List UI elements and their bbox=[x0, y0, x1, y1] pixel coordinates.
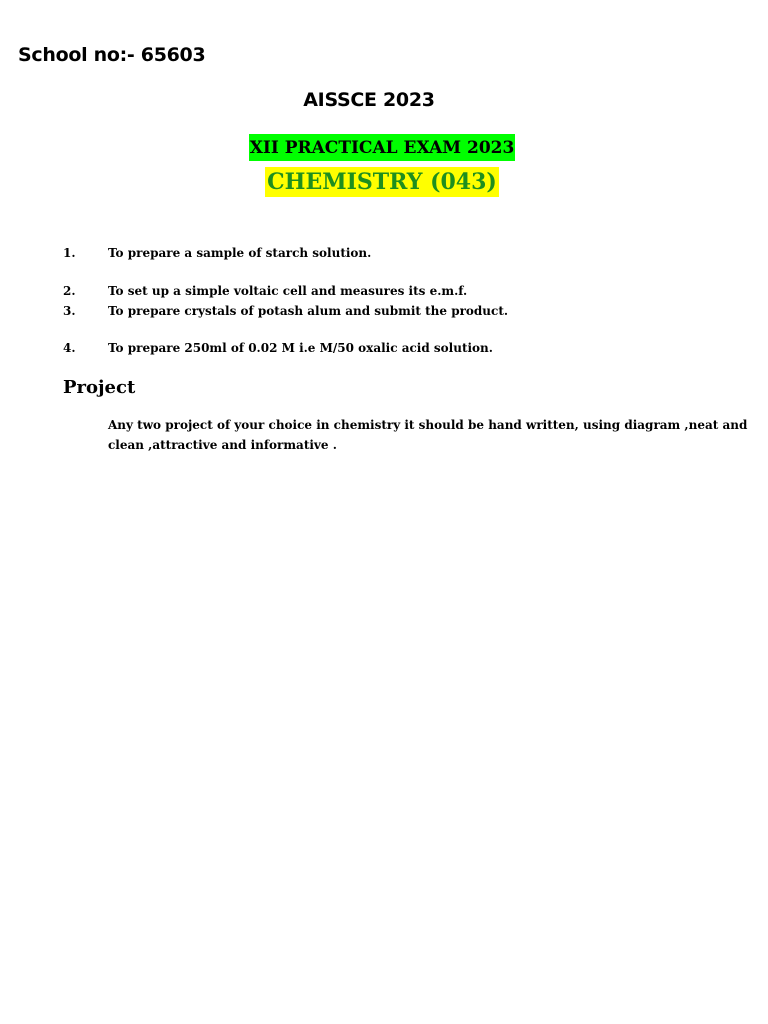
list-item-number: 2. bbox=[63, 284, 76, 298]
practical-title: XII PRACTICAL EXAM 2023 bbox=[249, 134, 516, 161]
list-item-text: To prepare a sample of starch solution. bbox=[108, 246, 372, 260]
list-item-number: 4. bbox=[63, 341, 76, 355]
practical-title-row bbox=[0, 134, 764, 161]
list-item-text: To prepare crystals of potash alum and submit the product. bbox=[108, 304, 509, 318]
list-item-text: To set up a simple voltaic cell and measures its e.m.f. bbox=[108, 284, 468, 298]
project-heading: Project bbox=[63, 377, 136, 398]
project-description: Any two project of your choice in chemistry it should be hand written, using diagram ,neat and clean ,attractive and informative . bbox=[108, 418, 748, 452]
exam-name: AISSCE 2023 bbox=[303, 89, 435, 111]
list-item-text: To prepare 250ml of 0.02 M i.e M/50 oxalic acid solution. bbox=[108, 341, 493, 355]
subject-title-row bbox=[0, 167, 764, 197]
list-item-number: 1. bbox=[63, 246, 76, 260]
school-number: School no:- 65603 bbox=[18, 44, 206, 66]
subject-title: CHEMISTRY (043) bbox=[267, 169, 497, 195]
list-item-number: 3. bbox=[63, 304, 76, 318]
